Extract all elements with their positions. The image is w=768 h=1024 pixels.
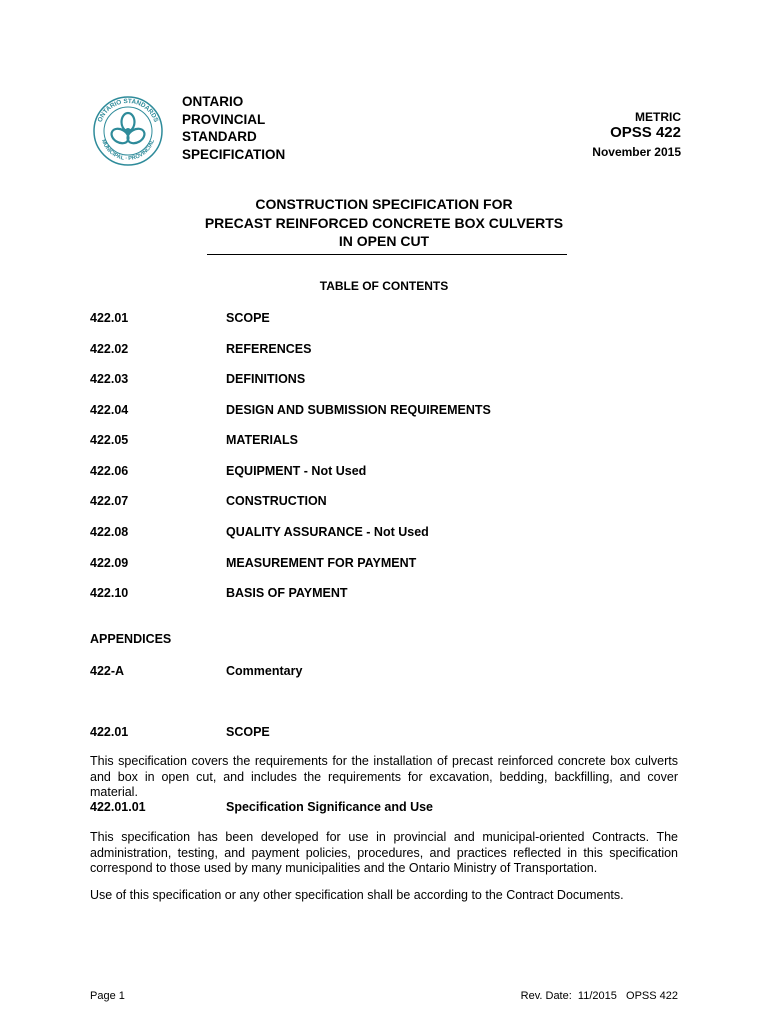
title-line: CONSTRUCTION SPECIFICATION FOR (255, 196, 513, 212)
scope-paragraph: This specification covers the requirements for the installation of precast reinforced concrete box culverts and box in open cut, and includes the requirements for excavation, bedding, backfilling, and cover material. (90, 754, 678, 799)
toc-item-number: 422.04 (90, 403, 129, 417)
toc-item-label: QUALITY ASSURANCE - Not Used (226, 525, 429, 539)
toc-item-number: 422.01 (90, 311, 129, 325)
section-label: SCOPE (226, 725, 270, 739)
metric-label: METRIC (635, 110, 681, 124)
subsection-label: Specification Significance and Use (226, 800, 434, 814)
org-line: ONTARIO (182, 94, 244, 109)
toc-item-number: 422.07 (90, 494, 129, 508)
toc-item-label: SCOPE (226, 311, 270, 325)
appendix-label: Commentary (226, 664, 303, 678)
org-line: SPECIFICATION (182, 146, 286, 162)
seal-ring-text-top: ONTARIO STANDARDS (96, 97, 160, 124)
toc-item-label: DEFINITIONS (226, 372, 306, 386)
org-line: PROVINCIAL (182, 111, 266, 127)
title-line: IN OPEN CUT (338, 233, 430, 249)
toc-item-label: CONSTRUCTION (226, 494, 327, 508)
contract-documents-paragraph: Use of this specification or any other specification shall be according to the Contract Documents. (90, 888, 624, 902)
page-number: Page 1 (90, 990, 125, 1002)
org-line: STANDARD (182, 129, 257, 144)
toc-item-label: MEASUREMENT FOR PAYMENT (226, 556, 417, 570)
seal-ring-text-bottom: MUNICIPAL · PROVINCIAL (99, 138, 157, 163)
toc-heading: TABLE OF CONTENTS (319, 279, 449, 293)
title-line: PRECAST REINFORCED CONCRETE BOX CULVERTS (204, 214, 564, 231)
appendices-heading: APPENDICES (90, 632, 172, 646)
toc-item-number: 422.10 (90, 586, 129, 600)
ops-seal-logo (92, 95, 164, 167)
toc-item-label: DESIGN AND SUBMISSION REQUIREMENTS (226, 403, 491, 417)
significance-paragraph: This specification has been developed for use in provincial and municipal-oriented Contracts. The administration, testing, and payment policies, procedures, and practices reflected in this specification correspond to those used by many municipalities and the Ontario Ministry of Transportation. (90, 830, 678, 875)
toc-item-number: 422.08 (90, 525, 129, 539)
subsection-number: 422.01.01 (90, 800, 146, 814)
document-title (0, 195, 768, 251)
toc-item-number: 422.06 (90, 464, 129, 478)
toc-item-label: BASIS OF PAYMENT (226, 586, 348, 600)
appendix-number: 422-A (90, 664, 125, 678)
toc-item-label: EQUIPMENT - Not Used (226, 464, 367, 478)
toc-item-number: 422.05 (90, 433, 129, 447)
spec-number: OPSS 422 (610, 124, 681, 141)
ops-seal-icon (92, 95, 164, 167)
svg-text:ONTARIO STANDARDS (97, 98, 160, 124)
toc-item-number: 422.03 (90, 372, 129, 386)
toc-item-label: MATERIALS (226, 433, 298, 447)
revision-date: Rev. Date: 11/2015 OPSS 422 (520, 990, 678, 1002)
toc-item-number: 422.02 (90, 342, 129, 356)
title-underline (207, 254, 567, 255)
spec-date: November 2015 (592, 145, 681, 159)
toc-item-label: REFERENCES (226, 342, 312, 356)
org-name (182, 93, 285, 163)
toc-item-number: 422.09 (90, 556, 129, 570)
section-number: 422.01 (90, 725, 129, 739)
